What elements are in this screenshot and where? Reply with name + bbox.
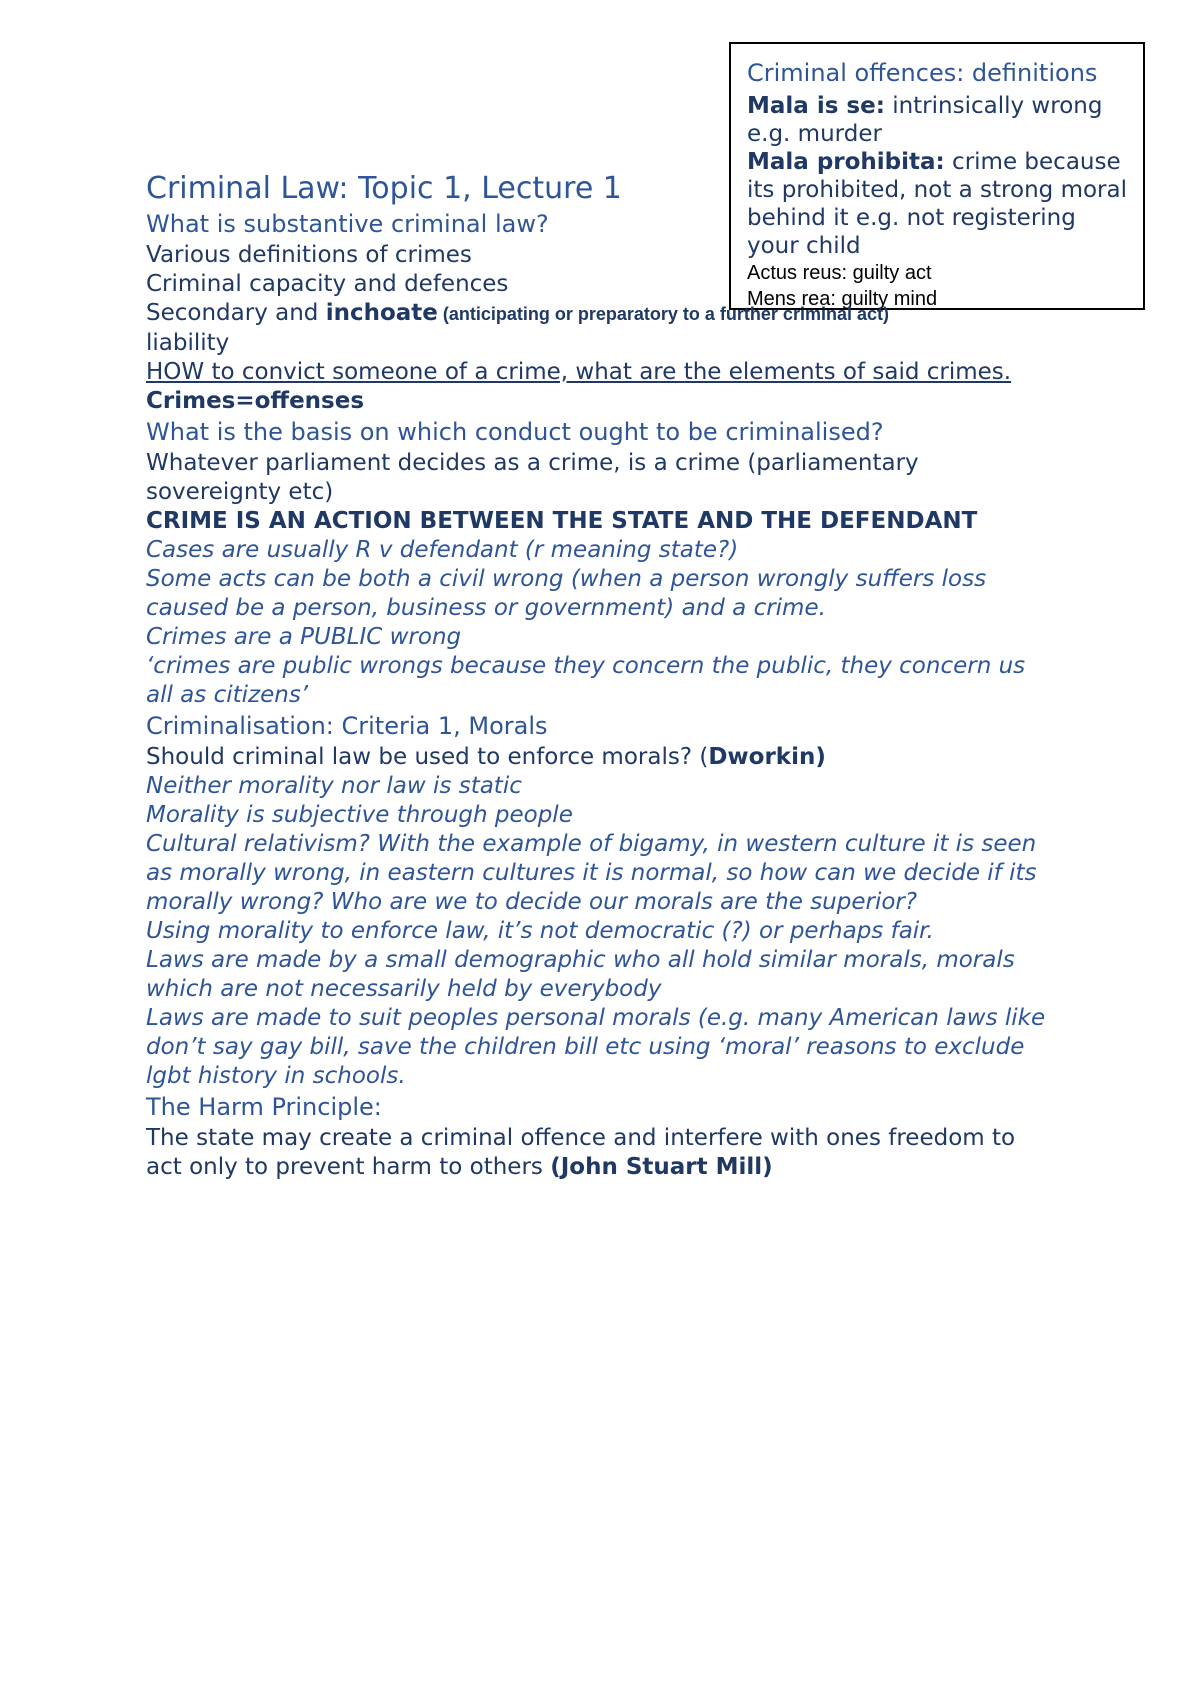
heading-substantive-law: What is substantive criminal law? [146, 210, 549, 238]
box-title: Criminal offences: definitions [747, 59, 1098, 87]
line-subjective: Morality is subjective through people [146, 802, 573, 828]
mill-citation: (John Stuart Mill) [550, 1154, 773, 1180]
lecture-notes [146, 170, 1056, 1182]
line-capacity: Criminal capacity and defences [146, 271, 509, 297]
heading-morals: Criminalisation: Criteria 1, Morals [146, 712, 548, 740]
line-harm-principle [146, 1124, 1056, 1182]
line-public-wrong: Crimes are a PUBLIC wrong [146, 624, 462, 650]
line-should-enforce [146, 743, 1056, 772]
inchoate-term: inchoate [325, 300, 438, 326]
line-definitions: Various definitions of crimes [146, 242, 472, 268]
mala-prohibita-definition: crime because its prohibited, not a strong moral behind it e.g. not registering your child [747, 149, 1127, 259]
secondary-tail: liability [146, 330, 230, 356]
mala-prohibita-term: Mala prohibita: [747, 149, 945, 175]
actus-reus-entry: Actus reus: guilty act [747, 262, 932, 284]
dworkin-citation: Dworkin) [708, 744, 826, 770]
page-title: Criminal Law: Topic 1, Lecture 1 [146, 171, 622, 206]
heading-basis: What is the basis on which conduct ought to be criminalised? [146, 418, 884, 446]
line-crime-action: CRIME IS AN ACTION BETWEEN THE STATE AND THE DEFENDANT [146, 508, 978, 534]
line-personal-morals: Laws are made to suit peoples personal morals (e.g. many American laws like don’t say gay bill, save the children bill etc using ‘moral’ reasons to exclude lgbt history in schools. [146, 1005, 1046, 1089]
line-relativism: Cultural relativism? With the example of bigamy, in western culture it is seen as morally wrong, in eastern cultures it is normal, so how can we decide if its morally wrong? Who are we to decide our morals are the superior? [146, 831, 1037, 915]
secondary-prefix: Secondary and [146, 300, 326, 326]
should-text: Should criminal law be used to enforce morals? ( [146, 744, 709, 770]
line-parliament: Whatever parliament decides as a crime, is a crime (parliamentary sovereignty etc) [146, 450, 919, 505]
mala-in-se-term: Mala is se: [747, 93, 885, 119]
line-civil-wrong: Some acts can be both a civil wrong (when a person wrongly suffers loss caused be a person, business or government) and a crime. [146, 566, 987, 621]
line-secondary-liability [146, 299, 1056, 358]
inchoate-note: (anticipating or preparatory to a further criminal act) [437, 304, 889, 324]
heading-harm-principle: The Harm Principle: [146, 1093, 382, 1121]
mala-in-se-definition: intrinsically wrong e.g. murder [747, 93, 1103, 147]
mala-in-se-entry [747, 92, 1131, 148]
line-cases-usually: Cases are usually R v defendant (r meaning state?) [146, 537, 739, 563]
mens-rea-entry: Mens rea: guilty mind [747, 288, 938, 310]
line-small-demographic: Laws are made by a small demographic who all hold similar morals, morals which are not necessarily held by everybody [146, 947, 1015, 1002]
line-not-democratic: Using morality to enforce law, it’s not democratic (?) or perhaps fair. [146, 918, 934, 944]
line-how-to-convict: HOW to convict someone of a crime, what are the elements of said crimes. [146, 359, 1012, 385]
line-quote-public: ‘crimes are public wrongs because they concern the public, they concern us all as citizens’ [146, 653, 1026, 708]
line-crimes-offenses: Crimes=offenses [146, 388, 365, 414]
harm-text: The state may create a criminal offence and interfere with ones freedom to act only to prevent harm to others [146, 1125, 1016, 1180]
line-neither-static: Neither morality nor law is static [146, 773, 522, 799]
